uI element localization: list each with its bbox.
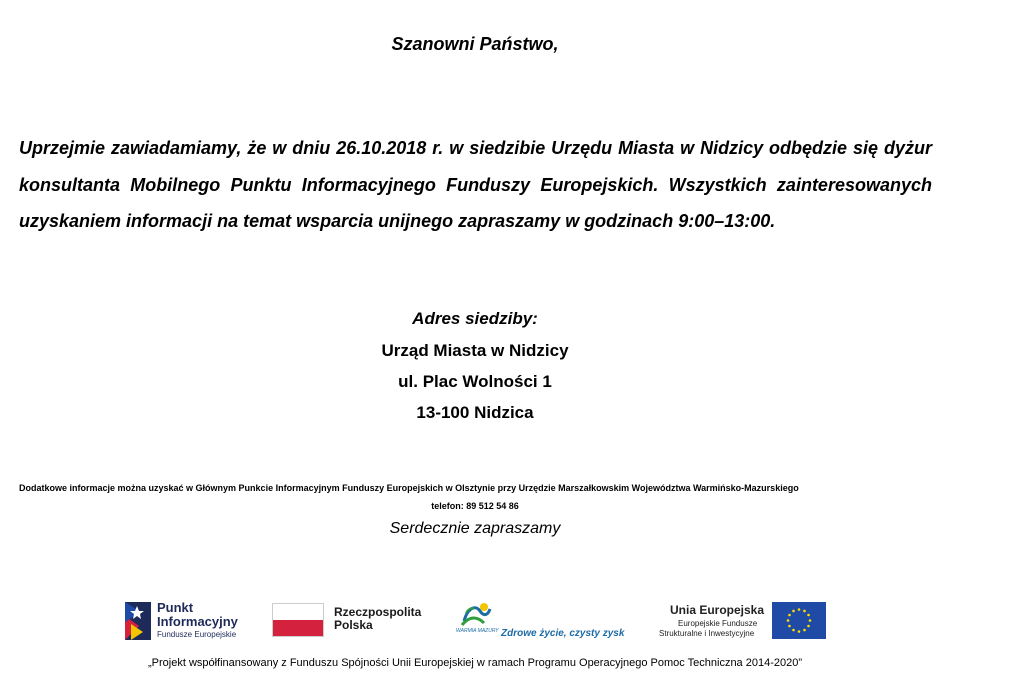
warmia-mazury-slogan: Zdrowe życie, czysty zysk — [501, 628, 625, 639]
address-label: Adres siedziby: — [412, 309, 538, 328]
letter-body: Uprzejmie zawiadamiamy, że w dniu 26.10.2018 r. w siedzibie Urzędu Miasta w Nidzicy odbędzie się dyżur konsultanta Mobilnego Punktu Informacyjnego Funduszy Europejskich. Wszystkich zainteresowanych uzyskaniem informacji na temat wsparcia unijnego zapraszamy w godzinach 9:00–13:00. — [19, 138, 932, 231]
eu-star-icon — [807, 614, 810, 617]
eu-star-icon — [807, 625, 810, 628]
punkt-line-2: Informacyjny — [157, 614, 238, 629]
punkt-informacyjny-title — [157, 601, 238, 629]
warmia-mazury-logo-text: WARMIA MAZURY — [456, 628, 499, 634]
eu-star-icon — [792, 629, 795, 632]
footer-project-note: „Projekt współfinansowany z Funduszu Spójności Unii Europejskiej w ramach Programu Operacyjnego Pomoc Techniczna 2014-2020” — [147, 657, 803, 669]
eu-star-icon — [798, 608, 801, 611]
phone-number: telefon: 89 512 54 86 — [431, 501, 519, 511]
eu-star-icon — [788, 625, 791, 628]
unia-europejska-sub-1: Europejskie Fundusze — [678, 619, 758, 628]
punkt-informacyjny-logo-icon — [121, 598, 153, 642]
warmia-mazury-logo-icon — [458, 601, 494, 627]
address-line-1: Urząd Miasta w Nidzicy — [381, 341, 569, 360]
eu-star-icon — [809, 619, 812, 622]
letter-greeting: Szanowni Państwo, — [391, 34, 559, 54]
eu-star-icon — [788, 614, 791, 617]
letter-closing: Serdecznie zapraszamy — [389, 520, 561, 537]
eu-star-icon — [798, 630, 801, 633]
rzeczpospolita-polska-text — [334, 606, 421, 632]
eu-star-icon — [803, 629, 806, 632]
eu-star-icon — [803, 610, 806, 613]
rp-line-2: Polska — [334, 618, 373, 632]
eu-star-icon — [787, 619, 790, 622]
unia-europejska-title: Unia Europejska — [670, 603, 765, 617]
punkt-line-1: Punkt — [157, 600, 194, 615]
eu-star-icon — [792, 610, 795, 613]
punkt-subtitle: Fundusze Europejskie — [157, 630, 237, 639]
unia-europejska-sub-2: Strukturalne i Inwestycyjne — [659, 629, 755, 638]
rp-line-1: Rzeczpospolita — [334, 605, 422, 619]
poland-flag-icon — [272, 603, 324, 637]
address-line-2: ul. Plac Wolności 1 — [398, 372, 552, 391]
eu-flag-icon — [772, 602, 826, 639]
address-line-3: 13-100 Nidzica — [416, 403, 534, 422]
additional-info: Dodatkowe informacje można uzyskać w Głównym Punkcie Informacyjnym Funduszy Europejskich w Olsztynie przy Urzędzie Marszałkowskim Województwa Warmińsko-Mazurskiego — [19, 483, 799, 493]
